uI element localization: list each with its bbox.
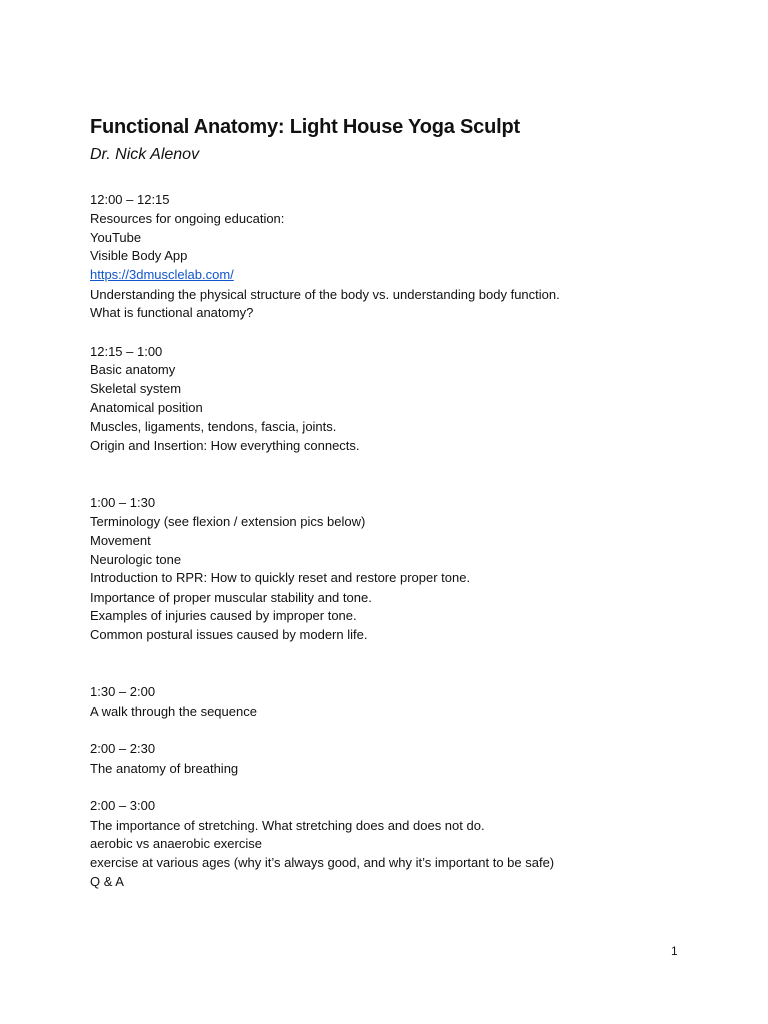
section-5-line-1: The anatomy of breathing [90, 761, 239, 776]
section-3-line-2: Movement [90, 533, 151, 548]
section-3-time: 1:00 – 1:30 [90, 495, 156, 510]
section-1-line-5: Understanding the physical structure of the body vs. understanding body function. [90, 287, 560, 302]
section-6-line-2: aerobic vs anaerobic exercise [90, 836, 262, 851]
section-3-line-3: Neurologic tone [90, 552, 182, 567]
section-3-line-6: Examples of injuries caused by improper tone. [90, 608, 357, 623]
section-1-line-1: Resources for ongoing education: [90, 211, 285, 226]
section-6-time: 2:00 – 3:00 [90, 798, 156, 813]
section-2-line-4: Muscles, ligaments, tendons, fascia, joints. [90, 419, 337, 434]
section-3-line-7: Common postural issues caused by modern life. [90, 627, 368, 642]
section-1-line-3: Visible Body App [90, 248, 188, 263]
section-6-line-1: The importance of stretching. What stretching does and does not do. [90, 818, 485, 833]
section-2-line-5: Origin and Insertion: How everything connects. [90, 438, 360, 453]
section-3-line-4: Introduction to RPR: How to quickly reset and restore proper tone. [90, 570, 471, 585]
section-3-line-1: Terminology (see flexion / extension pics below) [90, 514, 366, 529]
section-3-line-5: Importance of proper muscular stability and tone. [90, 590, 372, 605]
section-1-line-2: YouTube [90, 230, 142, 245]
section-4-line-1: A walk through the sequence [90, 704, 257, 719]
document-author: Dr. Nick Alenov [90, 146, 200, 163]
section-2-line-3: Anatomical position [90, 400, 203, 415]
section-2-time: 12:15 – 1:00 [90, 344, 163, 359]
section-5-time: 2:00 – 2:30 [90, 741, 156, 756]
section-2-line-1: Basic anatomy [90, 362, 176, 377]
section-6-line-3: exercise at various ages (why it’s always good, and why it’s important to be safe) [90, 855, 555, 870]
section-1-time: 12:00 – 12:15 [90, 192, 170, 207]
section-1-line-6: What is functional anatomy? [90, 305, 254, 320]
section-2-line-2: Skeletal system [90, 381, 182, 396]
document-title: Functional Anatomy: Light House Yoga Sculpt [90, 116, 520, 138]
muscle-lab-link[interactable]: https://3dmusclelab.com/ [90, 267, 234, 282]
section-4-time: 1:30 – 2:00 [90, 684, 156, 699]
section-6-line-4: Q & A [90, 874, 124, 889]
page-number: 1 [671, 944, 678, 958]
